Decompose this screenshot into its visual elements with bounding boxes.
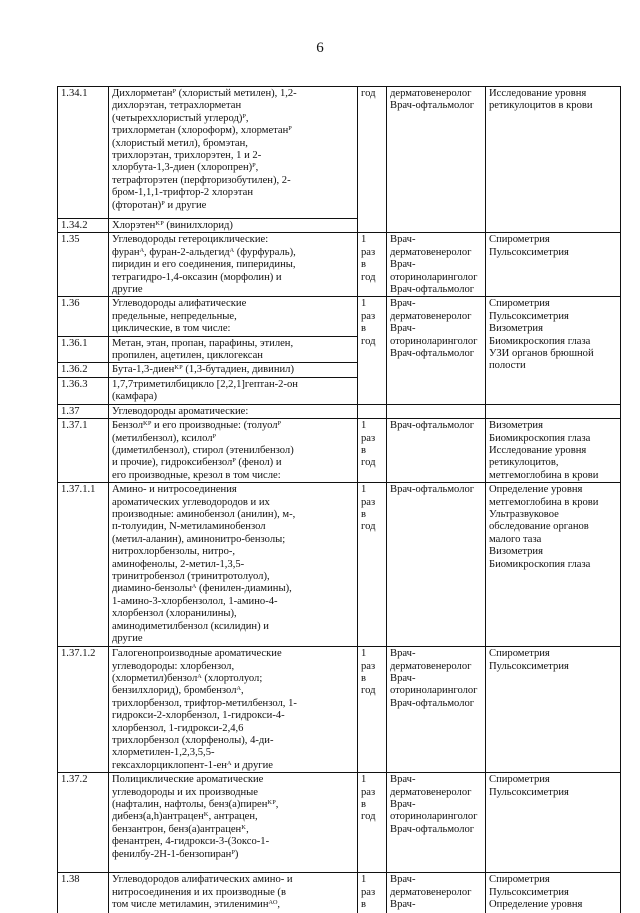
table-row	[58, 419, 621, 483]
substance-name: Дихлорметанᴾ (хлористый метилен), 1,2- дихлорэтан, тетрахлорметан (четыреххлористый углерод)ᴾ, трихлорметан (хлороформ), хлорметанᴾ (хлористый метил), бромэтан, трихлорэтан, трихлорэтен, 1 и 2- хлорбута-1,3-диен (хлоропрен)ᴾ, тетрафторэтен (перфторизобутилен), 2- бром-1,1,1-трифтор-2 хлорэтан (фторотан)ᴾ и другие	[109, 87, 358, 219]
row-number: 1.36	[58, 297, 109, 336]
examination-table	[57, 86, 621, 913]
exam-list: Спирометрия Пульсоксиметрия Определение уровня	[486, 873, 621, 913]
table-row	[58, 873, 621, 913]
examination-period: 1 раз в год	[358, 483, 387, 647]
table-row	[58, 87, 621, 219]
substance-name: Бута-1,3-диенᴷᴾ (1,3-бутадиен, дивинил)	[109, 363, 358, 377]
table-row	[58, 483, 621, 647]
table-row	[58, 404, 621, 418]
row-number: 1.36.3	[58, 377, 109, 404]
substance-name: 1,7,7триметилбицикло [2,2,1]гептан-2-он (камфара)	[109, 377, 358, 404]
doctor-list: Врач- дерматовенеролог Врач- оториноларинголог Врач-офтальмолог	[387, 647, 486, 773]
table-row	[58, 647, 621, 773]
row-number: 1.38	[58, 873, 109, 913]
table-row	[58, 297, 621, 336]
examination-period: год	[358, 87, 387, 233]
doctor-list: Врач- дерматовенеролог Врач- оториноларинголог Врач-офтальмолог	[387, 297, 486, 404]
exam-list: Исследование уровня ретикулоцитов в крови	[486, 87, 621, 233]
substance-name: Углеводороды алифатические предельные, непредельные, циклические, в том числе:	[109, 297, 358, 336]
substance-name: Амино- и нитросоединения ароматических углеводородов и их производные: аминобензол (анилин), м-, п-толуидин, N-метиламинобензол (метил-аланин), аминонитро-бензолы; нитрохлорбензолы, нитро-, аминофенолы, 2-метил-1,3,5- тринитробензол (тринитротолуол), диамино-бензолыᴬ (фенилен-диамины), 1-амино-3-хлорбензолол, 1-амино-4- хлорбензол (хлоранилины), аминодиметилбензол (ксилидин) и другие	[109, 483, 358, 647]
exam-list: Спирометрия Пульсоксиметрия	[486, 233, 621, 297]
exam-list: Спирометрия Пульсоксиметрия Визометрия Биомикроскопия глаза УЗИ органов брюшной полости	[486, 297, 621, 404]
substance-name: Бензолᴷᴾ и его производные: (толуолᴾ (метилбензол), ксилолᴾ (диметилбензол), стирол (этенилбензол) и прочие), гидроксибензолᴾ (фенол) и его производные, крезол в том числе:	[109, 419, 358, 483]
exam-list: Определение уровня метгемоглобина в крови Ультразвуковое обследование органов малого таза Визометрия Биомикроскопия глаза	[486, 483, 621, 647]
substance-name: Углеводороды гетероциклические: фуранᴬ, фуран-2-альдегидᴬ (фурфураль), пиридин и его соединения, пиперидины, тетрагидро-1,4-оксазин (морфолин) и другие	[109, 233, 358, 297]
doctor-list: дерматовенеролог Врач-офтальмолог	[387, 87, 486, 233]
doctor-list: Врач-офтальмолог	[387, 483, 486, 647]
row-number: 1.36.2	[58, 363, 109, 377]
row-number: 1.37.1.1	[58, 483, 109, 647]
exam-list: Спирометрия Пульсоксиметрия	[486, 647, 621, 773]
examination-period: 1 раз в	[358, 873, 387, 913]
doctor-list: Врач- дерматовенеролог Врач-	[387, 873, 486, 913]
examination-period: 1 раз в год	[358, 297, 387, 404]
examination-period: 1 раз в год	[358, 233, 387, 297]
substance-name: Углеводородов алифатических амино- и нитросоединения и их производные (в том числе метиламин, этилениминᴬᴼ,	[109, 873, 358, 913]
doctor-list: Врач-офтальмолог	[387, 419, 486, 483]
row-number: 1.36.1	[58, 336, 109, 363]
row-number: 1.37	[58, 404, 109, 418]
row-number: 1.35	[58, 233, 109, 297]
row-number: 1.34.1	[58, 87, 109, 219]
substance-name: Хлорэтенᴷᴾ (винилхлорид)	[109, 219, 358, 233]
row-number: 1.37.2	[58, 773, 109, 873]
doctor-list: Врач- дерматовенеролог Врач- оториноларинголог Врач-офтальмолог	[387, 773, 486, 873]
page-number: 6	[316, 40, 324, 56]
substance-name: Метан, этан, пропан, парафины, этилен, пропилен, ацетилен, циклогексан	[109, 336, 358, 363]
row-number: 1.34.2	[58, 219, 109, 233]
examination-period: 1 раз в год	[358, 419, 387, 483]
substance-name: Галогенопроизводные ароматические углеводороды: хлорбензол, (хлорметил)бензолᴬ (хлортолуол; бензилхлорид), бромбензолᴬ, трихлорбензол, трифтор-метилбензол, 1- гидрокси-2-хлорбензол, 1-гидрокси-4- хлорбензол, 1-гидрокси-2,4,6 трихлорбензол (хлорфенолы), 4-ди- хлорметилен-1,2,3,5,5- гексахлорциклопент-1-енᴬ и другие	[109, 647, 358, 773]
exam-list: Спирометрия Пульсоксиметрия	[486, 773, 621, 873]
row-number: 1.37.1.2	[58, 647, 109, 773]
doctor-list: Врач- дерматовенеролог Врач- оториноларинголог Врач-офтальмолог	[387, 233, 486, 297]
row-number: 1.37.1	[58, 419, 109, 483]
substance-name: Полициклические ароматические углеводороды и их производные (нафталин, нафтолы, бенз(а)пиренᴷᴾ, дибенз(a,h)антраценᴷ, антрацен, бензантрон, бенз(а)антраценᴷ, фенантрен, 4-гидрокси-3-(3оксо-1- фенилбу-2Н-1-бензопиранᴾ)	[109, 773, 358, 873]
examination-period: 1 раз в год	[358, 773, 387, 873]
substance-name: Углеводороды ароматические:	[109, 404, 358, 418]
table-row	[58, 773, 621, 873]
examination-period: 1 раз в год	[358, 647, 387, 773]
table-row	[58, 233, 621, 297]
exam-list: Визометрия Биомикроскопия глаза Исследование уровня ретикулоцитов, метгемоглобина в крови	[486, 419, 621, 483]
